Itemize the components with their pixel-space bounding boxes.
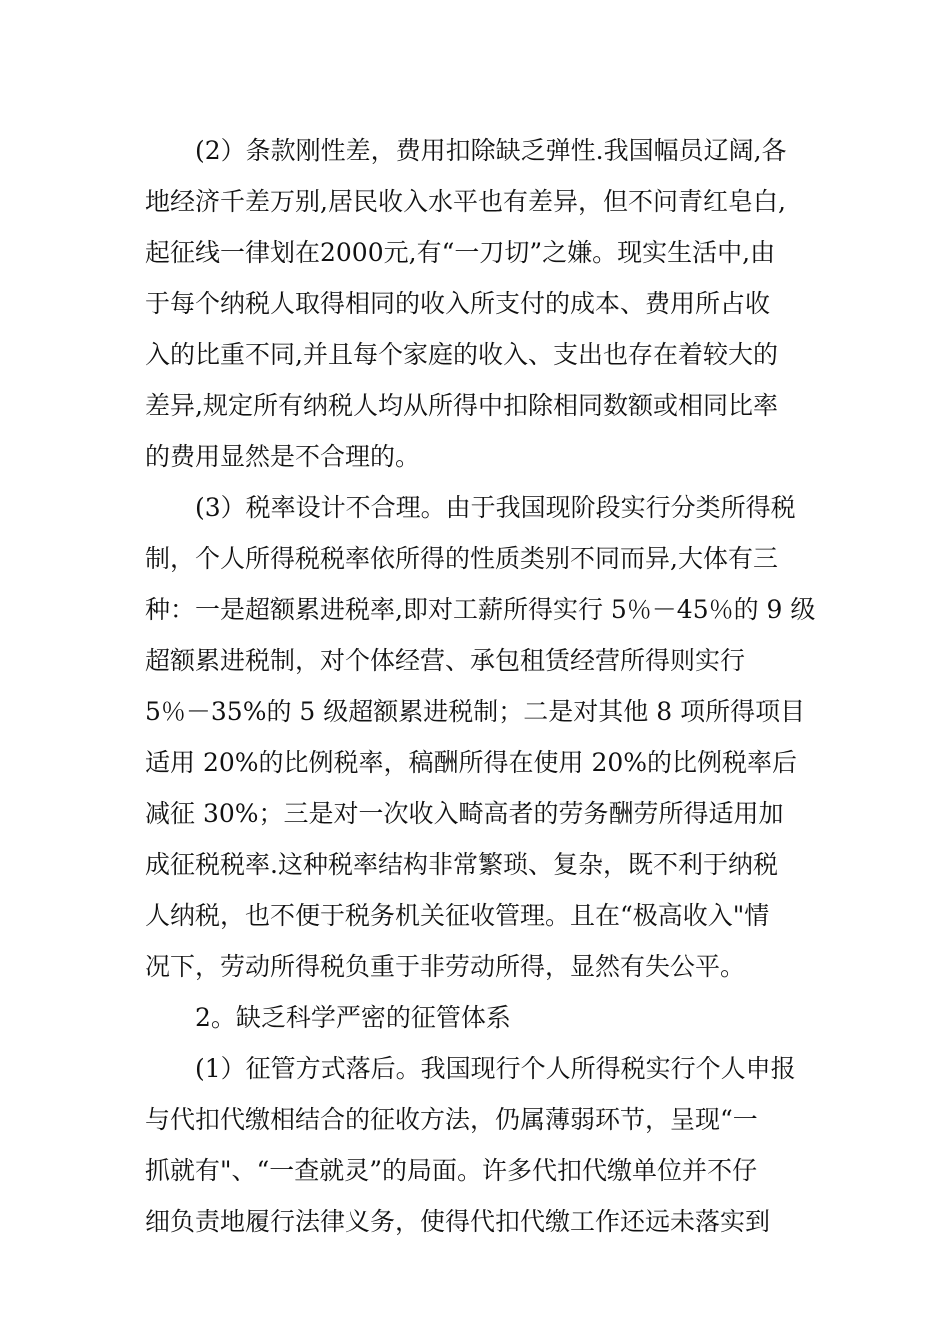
paragraph-line: 地经济千差万别,居民收入水平也有差异，但不问青红皂白, (145, 187, 786, 216)
paragraph-line: 超额累进税制，对个体经营、承包租赁经营所得则实行 (145, 646, 746, 675)
paragraph-line: 起征线一律划在2000元,有“一刀切”之嫌。现实生活中,由 (145, 238, 776, 267)
paragraph-line: 5％－35%的 5 级超额累进税制；二是对其他 8 项所得项目 (145, 697, 806, 726)
paragraph-line: 于每个纳税人取得相同的收入所支付的成本、费用所占收 (145, 289, 771, 318)
paragraph-line: 种：一是超额累进税率,即对工薪所得实行 5％－45％的 9 级 (145, 595, 816, 624)
paragraph-line: 细负责地履行法律义务，使得代扣代缴工作还远未落实到 (145, 1207, 771, 1236)
paragraph-line: (1）征管方式落后。我国现行个人所得税实行个人申报 (195, 1054, 796, 1083)
paragraph-line: (2）条款刚性差，费用扣除缺乏弹性.我国幅员辽阔,各 (195, 136, 787, 165)
paragraph-line: (3）税率设计不合理。由于我国现阶段实行分类所得税 (195, 493, 796, 522)
paragraph-line: 成征税税率.这种税率结构非常繁琐、复杂，既不利于纳税 (145, 850, 778, 879)
paragraph-line: 的费用显然是不合理的。 (145, 442, 421, 471)
paragraph-line: 减征 30%；三是对一次收入畸高者的劳务酬劳所得适用加 (145, 799, 784, 828)
paragraph-line: 与代扣代缴相结合的征收方法，仍属薄弱环节，呈现“一 (145, 1105, 758, 1134)
paragraph-line: 人纳税，也不便于税务机关征收管理。且在“极高收入"情 (145, 901, 770, 930)
body-text (145, 125, 816, 1247)
paragraph-line: 适用 20%的比例税率，稿酬所得在使用 20%的比例税率后 (145, 748, 798, 777)
paragraph-line: 抓就有"、“一查就灵”的局面。许多代扣代缴单位并不仔 (145, 1156, 758, 1185)
paragraph-line: 制，个人所得税税率依所得的性质类别不同而异,大体有三 (145, 544, 778, 573)
paragraph-line: 况下，劳动所得税负重于非劳动所得，显然有失公平。 (145, 952, 746, 981)
paragraph-line: 入的比重不同,并且每个家庭的收入、支出也存在着较大的 (145, 340, 778, 369)
section-heading: 2。缺乏科学严密的征管体系 (195, 1003, 511, 1032)
paragraph-line: 差异,规定所有纳税人均从所得中扣除相同数额或相同比率 (145, 391, 778, 420)
